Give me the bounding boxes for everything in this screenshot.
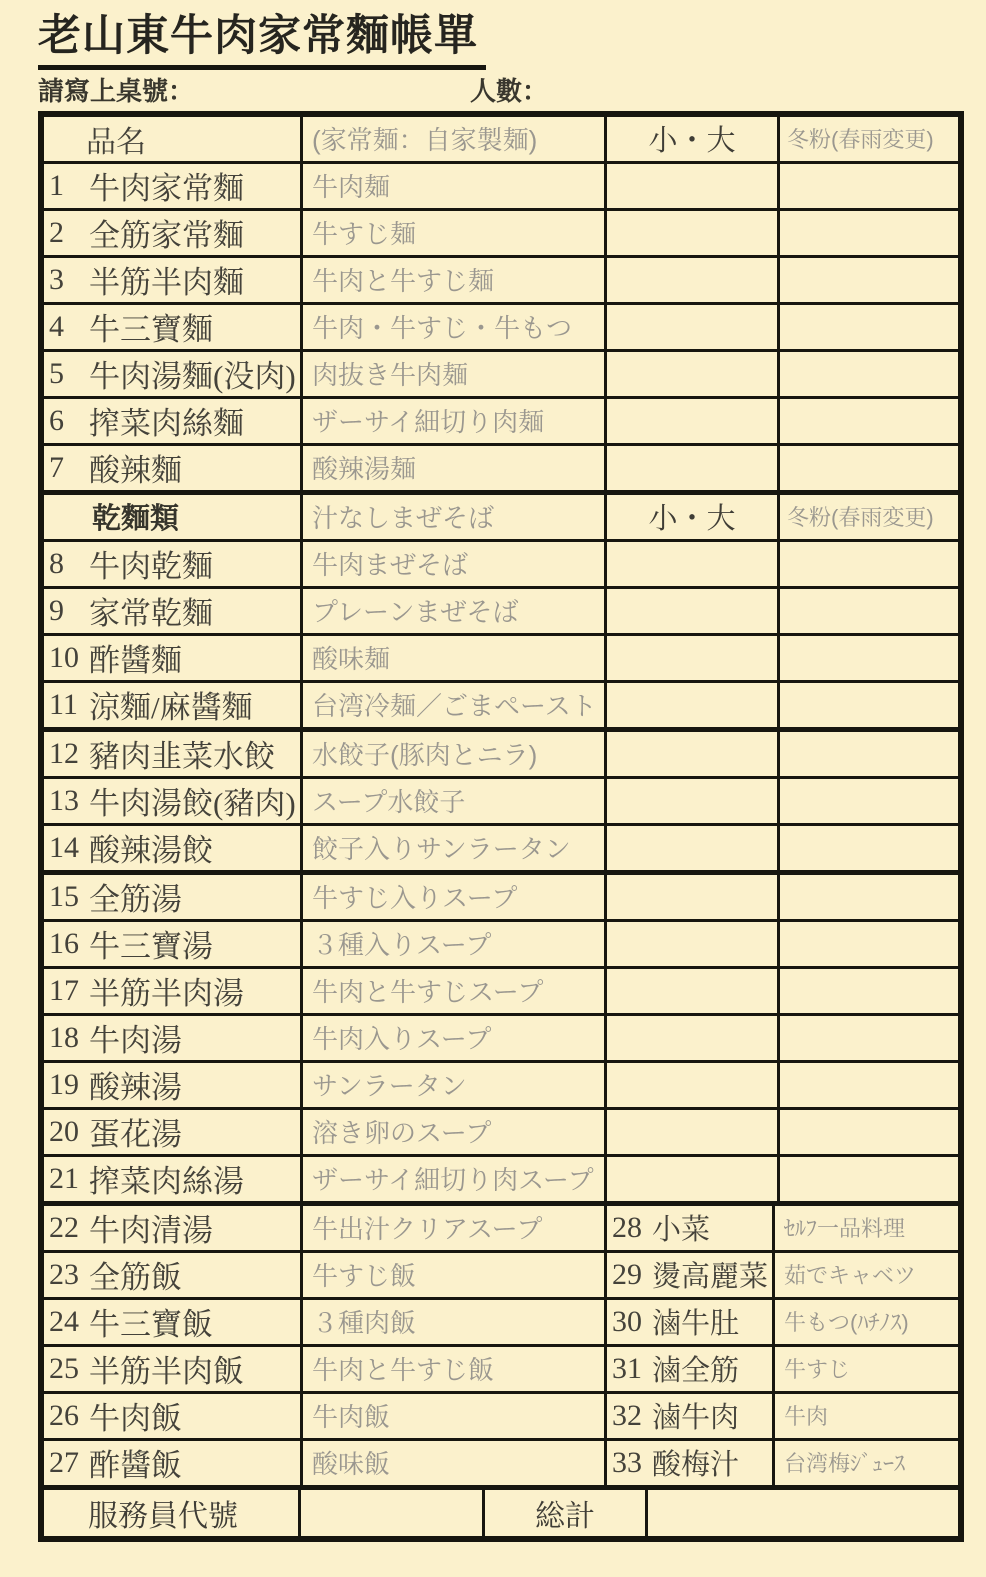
- vermicelli-entry-cell[interactable]: [777, 732, 946, 776]
- size-entry-cell[interactable]: [604, 779, 777, 823]
- item-description: 水餃子(豚肉とニラ): [312, 740, 538, 771]
- item-name: 牛三寶麵: [89, 312, 213, 348]
- item-name-cell: [44, 589, 300, 633]
- vermicelli-entry-cell[interactable]: [777, 969, 946, 1013]
- item-description-cell: [300, 969, 604, 1013]
- total-label: 総計: [535, 1499, 595, 1533]
- item-name: 滷牛肉: [652, 1402, 740, 1435]
- item-number: 28: [612, 1210, 642, 1244]
- menu-item-row: [44, 586, 958, 633]
- item-name-cell: [44, 969, 300, 1013]
- item-name-cell: [44, 211, 300, 255]
- item-name: 全筋家常麵: [89, 218, 244, 254]
- item-name: 滷牛肚: [652, 1308, 740, 1341]
- soup-section: [44, 870, 958, 1201]
- item-description-cell: [300, 1206, 604, 1250]
- item-description-cell: [300, 636, 604, 680]
- item-description: 牛肉・牛すじ・牛もつ: [312, 313, 573, 344]
- dry-noodle-header-row: [44, 495, 958, 539]
- item-name: 全筋飯: [89, 1260, 182, 1296]
- item-name: 燙高麗菜: [652, 1261, 769, 1294]
- menu-item-row: [44, 349, 958, 396]
- item-name-cell: [44, 1157, 300, 1201]
- menu-item-row: [44, 823, 958, 870]
- vermicelli-entry-cell[interactable]: [777, 211, 946, 255]
- item-name: 涼麵/麻醬麵: [89, 690, 253, 726]
- dry-noodle-section-title: 乾麵類: [92, 503, 180, 536]
- menu-item-row: [44, 1060, 958, 1107]
- size-column-header-cell: [604, 117, 777, 161]
- item-name: 酸辣湯餃: [89, 833, 213, 869]
- item-description: 牛肉: [784, 1404, 829, 1430]
- size-entry-cell[interactable]: [604, 875, 777, 919]
- staff-code-label-cell: [44, 1490, 298, 1536]
- item-name-cell: [44, 732, 300, 776]
- item-name: 酢醬飯: [89, 1448, 182, 1484]
- menu-item-row: [44, 302, 958, 349]
- item-name: 牛肉乾麵: [89, 549, 213, 585]
- item-name-cell: [44, 1394, 300, 1438]
- item-name-cell: [44, 1347, 300, 1391]
- item-description-cell: [300, 589, 604, 633]
- item-description: スープ水餃子: [312, 787, 466, 818]
- menu-item-row-pair: [44, 1297, 958, 1344]
- item-number: 23: [49, 1257, 79, 1291]
- staff-code-entry-cell[interactable]: [298, 1490, 482, 1536]
- item-description: 牛肉と牛すじ飯: [312, 1355, 495, 1386]
- menu-item-row: [44, 161, 958, 208]
- menu-item-row: [44, 1154, 958, 1201]
- item-name: 牛三寶湯: [89, 929, 213, 965]
- item-description: ３種入りスープ: [312, 930, 492, 961]
- item-description-cell: [300, 779, 604, 823]
- description-column-header: 汁なしまぜそば: [312, 503, 495, 534]
- item-name: 牛三寶飯: [89, 1307, 213, 1343]
- vermicelli-entry-cell[interactable]: [777, 1063, 946, 1107]
- item-number: 17: [49, 973, 79, 1007]
- item-number: 33: [612, 1445, 642, 1479]
- item-name: 酸辣麵: [89, 453, 182, 489]
- item-description-cell: [300, 1016, 604, 1060]
- column-header-row: [44, 117, 958, 161]
- item-name: 小菜: [652, 1214, 711, 1247]
- item-number: 3: [49, 262, 64, 296]
- vermicelli-entry-cell[interactable]: [777, 446, 946, 490]
- vermicelli-column-header: 冬粉(春雨変更): [787, 127, 934, 153]
- item-description: 牛すじ: [784, 1357, 851, 1383]
- item-description: 牛すじ麺: [312, 219, 417, 250]
- item-name-cell: [44, 1110, 300, 1154]
- vermicelli-column-header: 冬粉(春雨変更): [787, 505, 934, 531]
- item-description-cell: [300, 1347, 604, 1391]
- size-entry-cell[interactable]: [604, 305, 777, 349]
- item-description: 牛肉麺: [312, 172, 391, 203]
- item-description-cell: [300, 1253, 604, 1297]
- vermicelli-entry-cell[interactable]: [777, 305, 946, 349]
- size-entry-cell[interactable]: [604, 399, 777, 443]
- size-entry-cell[interactable]: [604, 164, 777, 208]
- item-description: プレーンまぜそば: [312, 597, 519, 628]
- item-name-cell: [44, 1063, 300, 1107]
- item-number: 8: [49, 546, 64, 580]
- vermicelli-entry-cell[interactable]: [777, 1157, 946, 1201]
- item-number: 10: [49, 640, 79, 674]
- item-description-cell: [772, 1394, 946, 1438]
- item-description: 牛肉と牛すじスープ: [312, 977, 544, 1008]
- item-description-cell: [772, 1441, 946, 1485]
- item-name-cell: [604, 1300, 772, 1344]
- item-number: 31: [612, 1351, 642, 1385]
- item-name: 搾菜肉絲湯: [89, 1164, 244, 1200]
- item-description-cell: [772, 1347, 946, 1391]
- footer-row: [44, 1485, 958, 1536]
- menu-item-row: [44, 776, 958, 823]
- dry-noodle-section: [44, 490, 958, 727]
- item-name: 半筋半肉飯: [89, 1354, 244, 1390]
- item-number: 22: [49, 1210, 79, 1244]
- item-name: 家常乾麵: [89, 596, 213, 632]
- item-description-cell: [300, 1157, 604, 1201]
- item-name-cell: [44, 1016, 300, 1060]
- item-name-cell: [44, 399, 300, 443]
- vermicelli-entry-cell[interactable]: [777, 779, 946, 823]
- item-name-cell: [44, 1300, 300, 1344]
- item-description: 茹でキャベツ: [784, 1263, 917, 1289]
- menu-table: [38, 111, 964, 1542]
- item-number: 29: [612, 1257, 642, 1291]
- size-entry-cell[interactable]: [604, 352, 777, 396]
- size-column-header-cell: [604, 495, 777, 539]
- item-name: 牛肉飯: [89, 1401, 182, 1437]
- rice-and-sides-section: [44, 1201, 958, 1485]
- item-number: 11: [49, 687, 78, 721]
- item-description: 台湾梅ｼﾞｭｰｽ: [784, 1451, 906, 1477]
- item-description: ｾﾙﾌ一品料理: [784, 1216, 906, 1242]
- item-number: 16: [49, 926, 79, 960]
- item-name: 酸梅汁: [652, 1449, 740, 1482]
- item-description: 台湾冷麺／ごまペースト: [312, 691, 597, 722]
- item-number: 7: [49, 450, 64, 484]
- item-name: 牛肉湯餃(豬肉): [89, 786, 296, 822]
- item-description-cell: [300, 826, 604, 870]
- size-entry-cell[interactable]: [604, 1063, 777, 1107]
- item-description: 牛肉と牛すじ麺: [312, 266, 495, 297]
- item-number: 21: [49, 1161, 79, 1195]
- item-description: 酸味麺: [312, 644, 391, 675]
- size-entry-cell[interactable]: [604, 589, 777, 633]
- item-description: 酸味飯: [312, 1449, 391, 1480]
- item-name-cell: [44, 164, 300, 208]
- item-description-cell: [300, 1394, 604, 1438]
- menu-item-row: [44, 1107, 958, 1154]
- item-name: 滷全筋: [652, 1355, 740, 1388]
- total-entry-cell[interactable]: [645, 1490, 946, 1536]
- item-description: ザーサイ細切り肉スープ: [312, 1165, 594, 1196]
- item-description-cell: [300, 399, 604, 443]
- item-name: 牛肉湯: [89, 1023, 182, 1059]
- item-name-cell: [44, 258, 300, 302]
- item-description-cell: [300, 922, 604, 966]
- item-number: 26: [49, 1398, 79, 1432]
- vermicelli-entry-cell[interactable]: [777, 352, 946, 396]
- item-name-cell: [44, 542, 300, 586]
- item-description: 溶き卵のスープ: [312, 1118, 492, 1149]
- item-number: 30: [612, 1304, 642, 1338]
- item-name-header-cell: [44, 495, 300, 539]
- item-description-cell: [300, 211, 604, 255]
- menu-item-row-pair: [44, 1344, 958, 1391]
- item-name-cell: [44, 779, 300, 823]
- menu-item-row: [44, 443, 958, 490]
- item-description: 牛出汁クリアスープ: [312, 1214, 543, 1245]
- vermicelli-column-header-cell: [777, 117, 946, 161]
- item-description: 牛すじ飯: [312, 1261, 417, 1292]
- item-description-cell: [300, 875, 604, 919]
- size-column-header: 小・大: [648, 503, 736, 536]
- item-description: 牛もつ(ﾊﾁﾉｽ): [784, 1310, 909, 1336]
- item-description-cell: [772, 1300, 946, 1344]
- size-entry-cell[interactable]: [604, 732, 777, 776]
- menu-item-row-pair: [44, 1206, 958, 1250]
- item-description-cell: [300, 352, 604, 396]
- item-name-cell: [604, 1253, 772, 1297]
- menu-item-row: [44, 919, 958, 966]
- description-column-header: (家常麺：自家製麺): [312, 125, 538, 156]
- item-description-cell: [300, 258, 604, 302]
- item-name-cell: [44, 1441, 300, 1485]
- item-number: 14: [49, 830, 79, 864]
- table-number-label: 請寫上桌號：: [38, 75, 195, 106]
- item-description-cell: [300, 1300, 604, 1344]
- item-description: 肉抜き牛肉麺: [312, 360, 469, 391]
- item-number: 5: [49, 356, 64, 390]
- menu-item-row: [44, 208, 958, 255]
- vermicelli-entry-cell[interactable]: [777, 1110, 946, 1154]
- menu-item-row: [44, 875, 958, 919]
- menu-item-row: [44, 633, 958, 680]
- item-description-cell: [300, 446, 604, 490]
- vermicelli-entry-cell[interactable]: [777, 636, 946, 680]
- item-number: 20: [49, 1114, 79, 1148]
- item-name-cell: [44, 875, 300, 919]
- form-title: 老山東牛肉家常麵帳單: [38, 12, 486, 70]
- menu-item-row: [44, 396, 958, 443]
- item-number: 6: [49, 403, 64, 437]
- vermicelli-entry-cell[interactable]: [777, 258, 946, 302]
- vermicelli-entry-cell[interactable]: [777, 1016, 946, 1060]
- size-column-header: 小・大: [648, 125, 736, 158]
- vermicelli-entry-cell[interactable]: [777, 164, 946, 208]
- item-description-cell: [300, 542, 604, 586]
- vermicelli-entry-cell[interactable]: [777, 542, 946, 586]
- item-description-cell: [300, 1441, 604, 1485]
- vermicelli-entry-cell[interactable]: [777, 826, 946, 870]
- item-name-cell: [44, 305, 300, 349]
- vermicelli-entry-cell[interactable]: [777, 399, 946, 443]
- staff-code-label: 服務員代號: [88, 1499, 238, 1533]
- size-entry-cell[interactable]: [604, 636, 777, 680]
- item-name: 蛋花湯: [89, 1117, 182, 1153]
- item-name: 酸辣湯: [89, 1070, 182, 1106]
- size-entry-cell[interactable]: [604, 826, 777, 870]
- item-description: 牛すじ入りスープ: [312, 883, 518, 914]
- item-name: 牛肉清湯: [89, 1213, 213, 1249]
- item-name-cell: [44, 922, 300, 966]
- soup-noodle-section: [44, 117, 958, 490]
- item-name-cell: [604, 1206, 772, 1250]
- item-description: 牛肉まぜそば: [312, 550, 469, 581]
- item-name: 牛肉湯麵(没肉): [89, 359, 296, 395]
- item-number: 32: [612, 1398, 642, 1432]
- size-entry-cell[interactable]: [604, 258, 777, 302]
- item-number: 18: [49, 1020, 79, 1054]
- dumpling-section: [44, 727, 958, 870]
- vermicelli-column-header-cell: [777, 495, 946, 539]
- item-name: 酢醬麵: [89, 643, 182, 679]
- size-entry-cell[interactable]: [604, 922, 777, 966]
- name-column-header: 品名: [86, 125, 146, 159]
- item-name-cell: [44, 446, 300, 490]
- size-entry-cell[interactable]: [604, 1110, 777, 1154]
- item-name-cell: [44, 352, 300, 396]
- size-entry-cell[interactable]: [604, 211, 777, 255]
- menu-item-row: [44, 539, 958, 586]
- item-number: 24: [49, 1304, 79, 1338]
- item-name: 半筋半肉湯: [89, 976, 244, 1012]
- menu-item-row: [44, 1013, 958, 1060]
- item-name-cell: [604, 1347, 772, 1391]
- item-name-cell: [44, 1206, 300, 1250]
- item-name-cell: [604, 1394, 772, 1438]
- subheader: [38, 71, 950, 108]
- total-label-cell: [482, 1490, 645, 1536]
- item-description: 酸辣湯麺: [312, 454, 417, 485]
- item-number: 2: [49, 215, 64, 249]
- item-name: 豬肉韭菜水餃: [89, 739, 275, 775]
- item-description-cell: [300, 732, 604, 776]
- item-description-cell: [300, 305, 604, 349]
- item-name: 牛肉家常麵: [89, 171, 244, 207]
- item-number: 1: [49, 168, 64, 202]
- item-number: 27: [49, 1445, 79, 1479]
- description-header-cell: [300, 117, 604, 161]
- menu-item-row-pair: [44, 1250, 958, 1297]
- item-name-cell: [604, 1441, 772, 1485]
- item-number: 9: [49, 593, 64, 627]
- item-name-header-cell: [44, 117, 300, 161]
- item-number: 19: [49, 1067, 79, 1101]
- item-number: 25: [49, 1351, 79, 1385]
- item-name: 全筋湯: [89, 882, 182, 918]
- menu-item-row: [44, 966, 958, 1013]
- size-entry-cell[interactable]: [604, 542, 777, 586]
- item-description: 牛肉飯: [312, 1402, 391, 1433]
- item-number: 4: [49, 309, 64, 343]
- size-entry-cell[interactable]: [604, 1157, 777, 1201]
- size-entry-cell[interactable]: [604, 683, 777, 727]
- vermicelli-entry-cell[interactable]: [777, 922, 946, 966]
- item-name: 半筋半肉麵: [89, 265, 244, 301]
- item-description: ３種肉飯: [312, 1308, 417, 1339]
- vermicelli-entry-cell[interactable]: [777, 589, 946, 633]
- item-name: 搾菜肉絲麵: [89, 406, 244, 442]
- size-entry-cell[interactable]: [604, 1016, 777, 1060]
- item-description-cell: [300, 1063, 604, 1107]
- vermicelli-entry-cell[interactable]: [777, 875, 946, 919]
- item-description: ザーサイ細切り肉麺: [312, 407, 545, 438]
- item-description-cell: [300, 1110, 604, 1154]
- item-number: 15: [49, 879, 79, 913]
- item-description-cell: [772, 1206, 946, 1250]
- item-description-cell: [300, 683, 604, 727]
- size-entry-cell[interactable]: [604, 969, 777, 1013]
- item-name-cell: [44, 636, 300, 680]
- menu-item-row-pair: [44, 1391, 958, 1438]
- size-entry-cell[interactable]: [604, 446, 777, 490]
- item-description-cell: [772, 1253, 946, 1297]
- description-header-cell: [300, 495, 604, 539]
- menu-item-row: [44, 732, 958, 776]
- menu-item-row-pair: [44, 1438, 958, 1485]
- item-description: 餃子入りサンラータン: [312, 834, 571, 865]
- item-name-cell: [44, 683, 300, 727]
- item-description: サンラータン: [312, 1071, 467, 1102]
- vermicelli-entry-cell[interactable]: [777, 683, 946, 727]
- item-description: 牛肉入りスープ: [312, 1024, 492, 1055]
- item-name-cell: [44, 826, 300, 870]
- item-number: 12: [49, 736, 79, 770]
- item-number: 13: [49, 783, 79, 817]
- menu-item-row: [44, 680, 958, 727]
- menu-item-row: [44, 255, 958, 302]
- item-name-cell: [44, 1253, 300, 1297]
- people-count-label: 人數：: [470, 75, 549, 106]
- item-description-cell: [300, 164, 604, 208]
